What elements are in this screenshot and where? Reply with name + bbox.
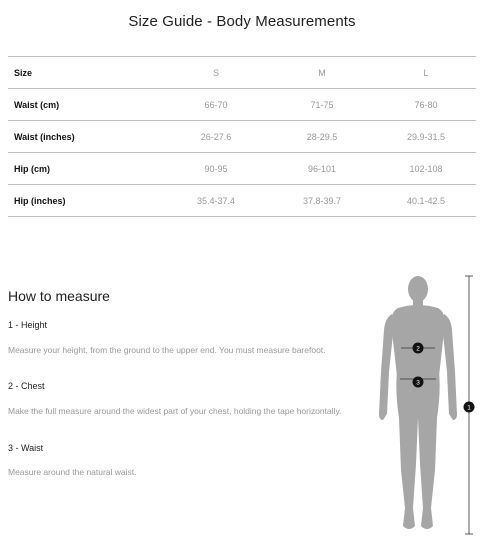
body-figure: [375, 268, 480, 540]
body-silhouette: [379, 276, 457, 529]
size-table: [8, 56, 476, 217]
table-cell: 66-70: [164, 89, 268, 121]
table-cell: 76-80: [376, 89, 476, 121]
svg-text:3: 3: [416, 379, 420, 387]
table-row: [8, 153, 476, 185]
table-row: [8, 89, 476, 121]
table-cell: 35.4-37.4: [164, 185, 268, 217]
table-cell: 40.1-42.5: [376, 185, 476, 217]
step-chest-title: 2 - Chest: [8, 381, 45, 391]
header-size-s: S: [164, 57, 268, 89]
table-cell: 37.8-39.7: [268, 185, 376, 217]
table-cell: 29.9-31.5: [376, 121, 476, 153]
step-height-title: 1 - Height: [8, 320, 48, 330]
row-label: Waist (cm): [8, 89, 164, 121]
marker-waist: [413, 377, 424, 388]
step-waist-title: 3 - Waist: [8, 443, 44, 453]
row-label: Waist (inches): [8, 121, 164, 153]
header-size-m: M: [268, 57, 376, 89]
page-title: Size Guide - Body Measurements: [128, 13, 356, 30]
table-cell: 102-108: [376, 153, 476, 185]
header-size-label: Size: [8, 57, 164, 89]
table-row: [8, 185, 476, 217]
svg-text:1: 1: [467, 404, 471, 412]
row-label: Hip (inches): [8, 185, 164, 217]
table-cell: 26-27.6: [164, 121, 268, 153]
table-cell: 71-75: [268, 89, 376, 121]
step-height-text: Measure your height, from the ground to the upper end. You must measure barefoot.: [8, 345, 326, 355]
row-label: Hip (cm): [8, 153, 164, 185]
table-cell: 28-29.5: [268, 121, 376, 153]
table-cell: 90-95: [164, 153, 268, 185]
how-to-measure-heading: How to measure: [8, 288, 110, 304]
header-size-l: L: [376, 57, 476, 89]
step-chest-text: Make the full measure around the widest part of your chest, holding the tape horizontally.: [8, 406, 342, 416]
svg-text:2: 2: [416, 345, 420, 353]
table-header-row: [8, 57, 476, 89]
table-cell: 96-101: [268, 153, 376, 185]
marker-height: [464, 402, 475, 413]
table-row: [8, 121, 476, 153]
marker-chest: [413, 343, 424, 354]
step-waist-text: Measure around the natural waist.: [8, 467, 137, 477]
